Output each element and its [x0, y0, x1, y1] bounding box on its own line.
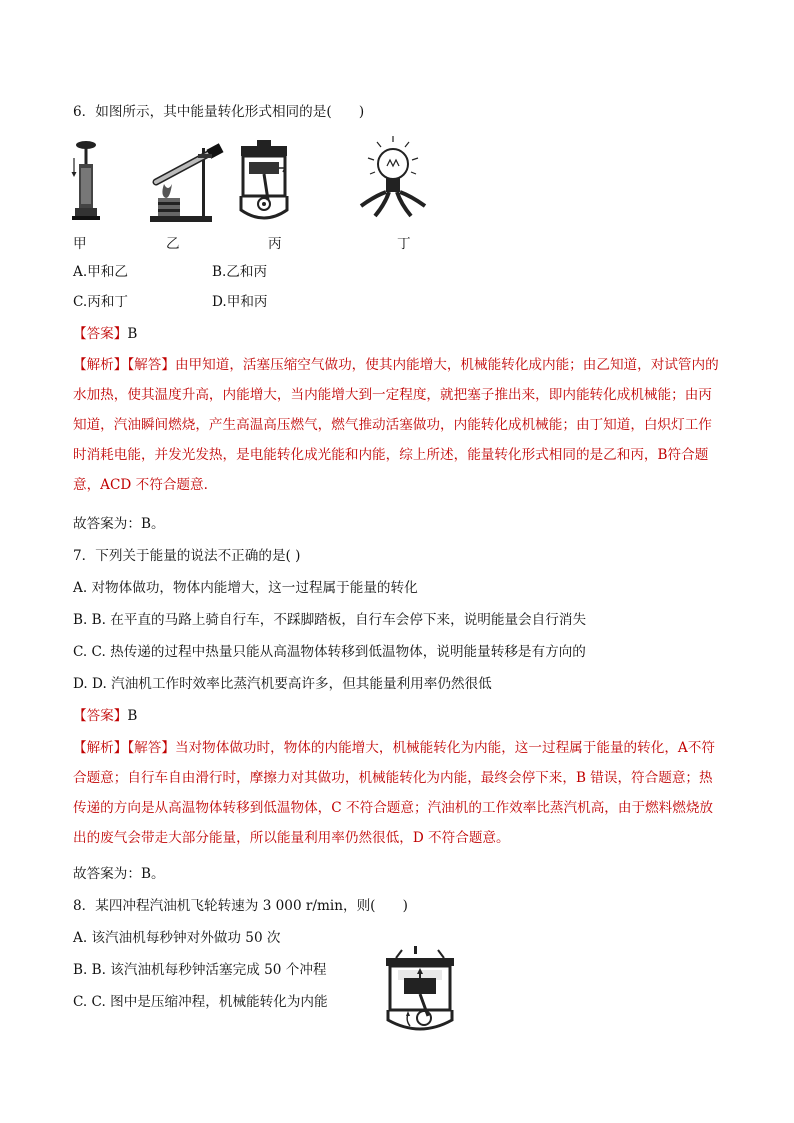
q6-caption-ding: 丁 — [397, 236, 411, 252]
q6-option-d: D.甲和丙 — [212, 294, 268, 310]
q8-option-b: B. B. 该汽油机每秒钟活塞完成 50 个冲程 — [73, 962, 327, 978]
q6-figure-yi — [146, 140, 232, 224]
q8-stem: 8．某四冲程汽油机飞轮转速为 3 000 r/min，则( ) — [73, 898, 408, 914]
q6-caption-yi: 乙 — [166, 236, 180, 252]
q7-option-c: C. C. 热传递的过程中热量只能从高温物体转移到低温物体，说明能量转移是有方向的 — [73, 644, 586, 660]
q7-option-b: B. B. 在平直的马路上骑自行车，不踩脚踏板，自行车会停下来，说明能量会自行消失 — [73, 612, 587, 628]
q7-answer — [73, 706, 137, 726]
q6-answer — [73, 324, 137, 344]
q8-option-a: A. 该汽油机每秒钟对外做功 50 次 — [73, 930, 281, 946]
q6-analysis — [73, 350, 725, 500]
q7-answer-label: 【答案】 — [73, 708, 128, 724]
q6-option-a: A.甲和乙 — [73, 264, 128, 280]
q8-figure-engine — [380, 946, 460, 1034]
q7-stem: 7．下列关于能量的说法不正确的是( ) — [73, 548, 301, 564]
q6-figure-ding — [355, 132, 431, 222]
q7-analysis-text: 当对物体做功时，物体的内能增大，机械能转化为内能，这一过程属于能量的转化，A不符合题意；自行车自由滑行时，摩擦力对其做功，机械能转化为内能，最终会停下来，B 错误，符合题意；热传递的方向是从高温物体转移到低温物体，C 不符合题意；汽油机的工作效率比蒸汽机高，由于燃料燃烧放出的废气会带走大部分能量，所以能量利用率仍然很低，D 不符合题意。 — [73, 740, 715, 846]
q6-answer-value: B — [127, 326, 138, 342]
q6-caption-jia: 甲 — [73, 236, 87, 252]
q6-stem: 6．如图所示，其中能量转化形式相同的是( ) — [73, 104, 365, 120]
q6-caption-bing: 丙 — [268, 236, 282, 252]
q6-analysis-label: 【解析】【解答】 — [73, 357, 175, 373]
q7-option-a: A. 对物体做功，物体内能增大，这一过程属于能量的转化 — [73, 580, 418, 596]
q7-analysis-label: 【解析】【解答】 — [73, 740, 175, 756]
q6-figure-jia — [70, 140, 102, 222]
q7-analysis — [73, 733, 725, 853]
q8-option-c: C. C. 图中是压缩冲程，机械能转化为内能 — [73, 994, 328, 1010]
q6-option-c: C.丙和丁 — [73, 294, 129, 310]
q6-answer-label: 【答案】 — [73, 326, 128, 342]
q6-conclusion: 故答案为：B。 — [73, 516, 165, 532]
q6-analysis-text: 由甲知道，活塞压缩空气做功，使其内能增大，机械能转化成内能；由乙知道，对试管内的水加热，使其温度升高，内能增大，当内能增大到一定程度，就把塞子推出来，即内能转化成机械能；由丙知道，汽油瞬间燃烧，产生高温高压燃气，燃气推动活塞做功，内能转化成机械能；由丁知道，白炽灯工作时消耗电能，并发光发热，是电能转化成光能和内能，综上所述，能量转化形式相同的是乙和丙，B符合题意，ACD 不符合题意. — [73, 357, 719, 493]
q7-conclusion: 故答案为：B。 — [73, 866, 165, 882]
q6-option-b: B.乙和丙 — [212, 264, 268, 280]
q6-figure-bing — [235, 140, 293, 222]
q7-option-d: D. D. 汽油机工作时效率比蒸汽机要高许多，但其能量利用率仍然很低 — [73, 676, 492, 692]
q7-answer-value: B — [127, 708, 138, 724]
